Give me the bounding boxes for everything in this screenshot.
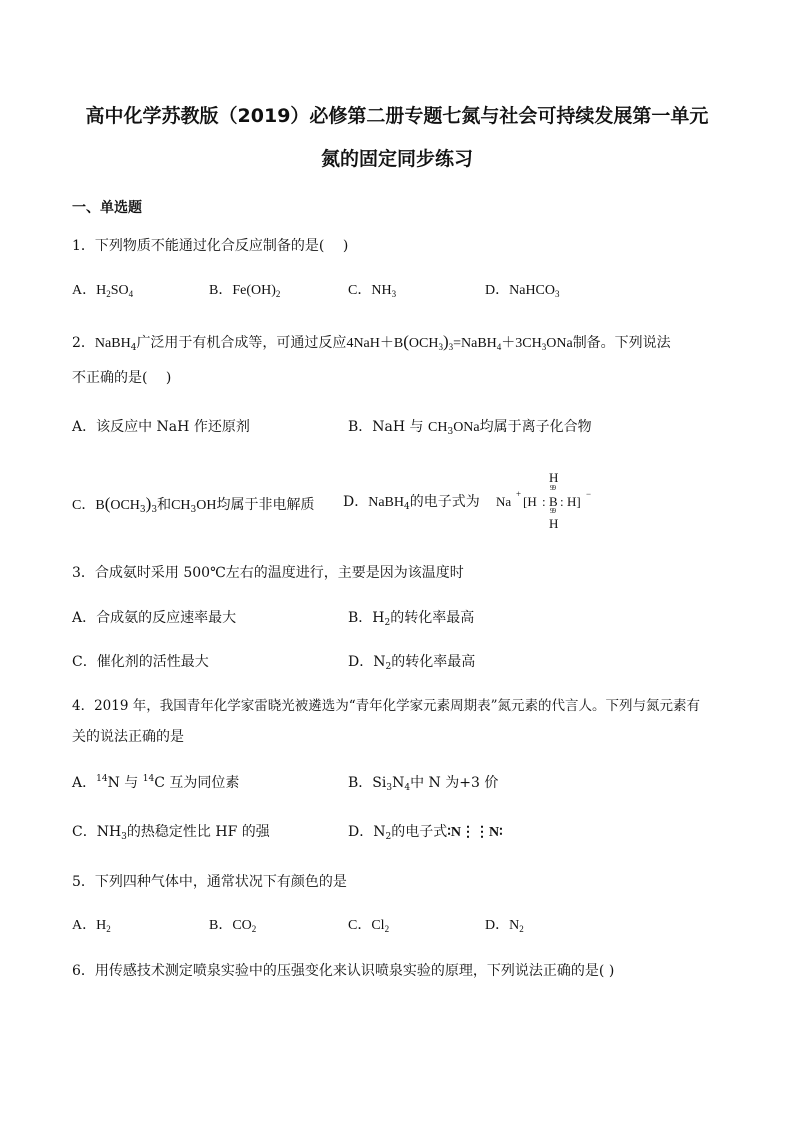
question-2-stem: 2．NaBH$_4$广泛用于有机合成等，可通过反应$4NaH+B(OCH_3)_3=NaBH_4+3CH_3ONa$制备。下列说法 <box>72 332 671 353</box>
question-6-stem: 6．用传感技术测定喷泉实验中的压强变化来认识喷泉实验的原理，下列说法正确的是( ) <box>72 963 615 979</box>
q3-option-d: D．$N_2$的转化率最高 <box>348 654 476 672</box>
q2-option-d: D．NaBH$_4$的电子式为 <box>343 494 480 512</box>
q5-option-a: A．$H_2$ <box>72 918 111 934</box>
q1-option-b: B．$Fe(OH)_2$ <box>209 283 281 299</box>
worksheet-title-line-1: 高中化学苏教版（2019）必修第二册专题七氮与社会可持续发展第一单元 <box>85 105 709 127</box>
q2-option-c: C．$B(OCH_3)_3$和$CH_3OH$均属于非电解质 <box>72 494 315 515</box>
q2-option-b: B．NaH 与 $CH_3ONa$均属于离子化合物 <box>348 419 592 437</box>
q3-option-b: B．$H_2$的转化率最高 <box>348 610 475 628</box>
q1-option-c: C．$NH_3$ <box>348 283 397 299</box>
q4-option-d: D．$N_2$的电子式∶N⋮⋮N∶ <box>348 824 503 842</box>
lewis-plus: + <box>516 489 522 499</box>
question-3-stem: 3．合成氨时采用 500℃左右的温度进行，主要是因为该温度时 <box>72 565 464 581</box>
lewis-left-h: [H <box>523 494 537 509</box>
q1-option-a: A．$H_2SO_4$ <box>72 283 134 299</box>
q5-option-c: C．$Cl_2$ <box>348 918 390 934</box>
lewis-boron: B <box>549 494 558 509</box>
lewis-na: Na <box>496 494 512 509</box>
q2-equation: $4NaH+B(OCH_3)_3=NaBH_4+3CH_3ONa$ <box>346 332 573 352</box>
lewis-right-h: H] <box>567 494 581 509</box>
question-2-stem-cont: 不正确的是( ) <box>72 370 172 386</box>
lewis-top-h: H <box>549 470 559 485</box>
q4-option-c: C．$NH_3$的热稳定性比 HF 的强 <box>72 824 270 842</box>
lewis-bottom-h: H <box>549 516 559 531</box>
q4-option-a: A．$^{14}$N 与 $^{14}$C 互为同位素 <box>72 774 240 791</box>
q1-option-d: D．NaHCO$_3$ <box>485 283 560 299</box>
q2-option-a: A．该反应中 NaH 作还原剂 <box>72 419 250 435</box>
question-5-stem: 5．下列四种气体中，通常状况下有颜色的是 <box>72 874 347 890</box>
nabh4-lewis-structure: Na + [H : H 99 B 99 H : H] − <box>496 470 592 531</box>
q5-option-d: D．$N_2$ <box>485 918 524 934</box>
question-4-stem-cont: 关的说法正确的是 <box>72 729 184 745</box>
worksheet-title-line-2: 氮的固定同步练习 <box>320 148 473 170</box>
n2-lewis-structure: ∶N⋮⋮N∶ <box>447 825 503 840</box>
question-1-stem: 1．下列物质不能通过化合反应制备的是( ) <box>72 238 349 254</box>
lewis-minus: − <box>586 489 592 499</box>
q5-option-b: B．$CO_2$ <box>209 918 257 934</box>
section-heading: 一、单选题 <box>72 200 142 216</box>
q4-option-b: B．$Si_3N_4$中 N 为+3 价 <box>348 775 499 793</box>
question-4-stem: 4．2019 年，我国青年化学家雷晓光被遴选为“青年化学家元素周期表”氮元素的代言人。下列与氮元素有 <box>72 698 701 714</box>
q3-option-c: C．催化剂的活性最大 <box>72 654 209 670</box>
q3-option-a: A．合成氨的反应速率最大 <box>72 610 237 626</box>
